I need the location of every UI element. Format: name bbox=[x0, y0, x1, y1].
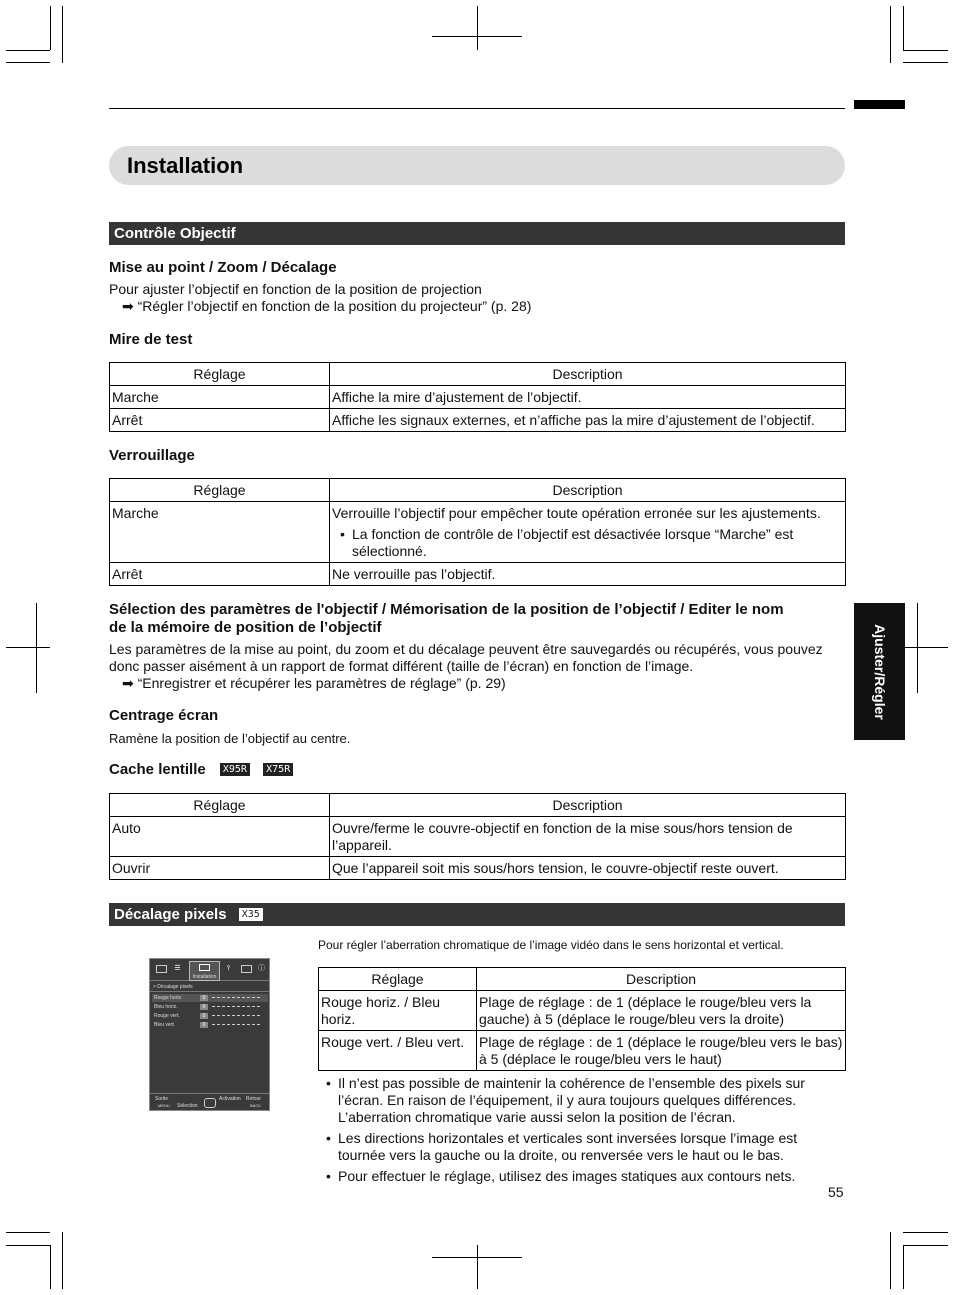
subheading-centering: Centrage écran bbox=[109, 707, 219, 724]
osd-row-label: Rouge horiz. bbox=[154, 995, 183, 1001]
table-row bbox=[110, 563, 846, 586]
setting-cell: Marche bbox=[110, 502, 330, 563]
bullet-text: Les directions horizontales et verticales sont inversées lorsque l’image est tournée vers la gauche ou la droite, ou renversée vers le haut ou le bas. bbox=[338, 1130, 798, 1163]
function-icon: ⫯ bbox=[226, 965, 231, 972]
bullet-icon: • bbox=[326, 1130, 331, 1146]
osd-row-value: 0 bbox=[200, 1004, 208, 1010]
setting-cell: Marche bbox=[110, 386, 330, 409]
monitor-icon bbox=[199, 964, 210, 971]
osd-row bbox=[152, 1021, 268, 1029]
setting-cell: Ouvrir bbox=[110, 857, 330, 880]
header-block bbox=[854, 100, 905, 109]
bullet-icon: • bbox=[340, 526, 345, 542]
bullet-note bbox=[332, 526, 843, 560]
chapter-title: Installation bbox=[127, 153, 244, 178]
setting-cell: Auto bbox=[110, 817, 330, 857]
osd-footer bbox=[150, 1093, 269, 1110]
osd-back-key: BACK bbox=[250, 1103, 261, 1108]
osd-row bbox=[152, 994, 268, 1002]
heading-line: de la mémoire de position de l’objectif bbox=[109, 619, 382, 636]
description-cell: Plage de réglage : de 1 (déplace le rouge/bleu vers la gauche) à 5 (déplace le rouge/bleu vers la droite) bbox=[477, 991, 846, 1031]
column-header: Réglage bbox=[110, 479, 330, 502]
bullet-icon: • bbox=[326, 1075, 331, 1091]
text-line: donc passer aisément à un rapport de format différent (taille de l’écran) en fonction de l’image. bbox=[109, 658, 694, 674]
centering-text: Ramène la position de l’objectif au centre. bbox=[109, 731, 351, 746]
bullet-text: La fonction de contrôle de l’objectif est désactivée lorsque “Marche” est sélectionné. bbox=[352, 526, 794, 559]
osd-row bbox=[152, 1003, 268, 1011]
section-title: Décalage pixels bbox=[114, 906, 227, 923]
text-line: Les paramètres de la mise au point, du zoom et du décalage peuvent être sauvegardés ou récupérés, vous pouvez bbox=[109, 641, 823, 657]
column-header: Description bbox=[477, 968, 846, 991]
osd-row-label: Rouge vert. bbox=[154, 1013, 180, 1019]
lens-cover-table bbox=[109, 793, 846, 880]
column-header: Description bbox=[330, 479, 846, 502]
osd-tab-bar bbox=[150, 959, 269, 981]
section-header-lens-control bbox=[109, 222, 845, 245]
test-pattern-table bbox=[109, 362, 846, 432]
header-rule bbox=[109, 108, 845, 109]
lens-memory-text bbox=[109, 641, 823, 675]
bullet-text: Il n’est pas possible de maintenir la cohérence de l’ensemble des pixels sur l’écran. En raison de l’équipement, il y aura toujours quelques différences. L’aberration chromatique varie aussi selon la position de l’écran. bbox=[338, 1075, 805, 1125]
table-row bbox=[110, 502, 846, 563]
model-badge: X75R bbox=[263, 763, 293, 776]
subheading-lock: Verrouillage bbox=[109, 447, 195, 464]
heading-line: Sélection des paramètres de l'objectif / Mémorisation de la position de l’objectif / Editer le nom bbox=[109, 601, 784, 618]
osd-slider bbox=[212, 997, 260, 999]
dpad-icon bbox=[204, 1098, 216, 1108]
description-cell: Ouvre/ferme le couvre-objectif en fonction de la mise sous/hors tension de l’appareil. bbox=[330, 817, 846, 857]
osd-activate-label: Activation bbox=[219, 1096, 241, 1102]
column-header: Description bbox=[330, 363, 846, 386]
info-icon: ⓘ bbox=[258, 965, 265, 972]
settings-icon: ☰ bbox=[174, 965, 181, 972]
bullet-note bbox=[318, 1130, 846, 1164]
description-cell: Que l’appareil soit mis sous/hors tension, le couvre-objectif reste ouvert. bbox=[330, 857, 846, 880]
osd-row-value: 0 bbox=[200, 1022, 208, 1028]
osd-slider bbox=[212, 1015, 260, 1017]
osd-row bbox=[152, 1012, 268, 1020]
osd-select-label: Sélection bbox=[177, 1103, 198, 1109]
model-badge: X95R bbox=[220, 763, 250, 776]
pixel-shift-notes bbox=[318, 1075, 846, 1185]
osd-row-value: 0 bbox=[200, 1013, 208, 1019]
table-row bbox=[319, 1031, 846, 1071]
heading-text: Cache lentille bbox=[109, 761, 206, 778]
lock-table bbox=[109, 478, 846, 586]
bullet-note bbox=[318, 1075, 846, 1126]
description-text: Verrouille l’objectif pour empêcher toute opération erronée sur les ajustements. bbox=[332, 505, 821, 521]
osd-menu-key: MENU bbox=[158, 1103, 170, 1108]
side-tab bbox=[854, 603, 905, 740]
lens-memory-reference: ➡ “Enregistrer et récupérer les paramètres de réglage” (p. 29) bbox=[122, 675, 506, 691]
pixel-shift-table bbox=[318, 967, 846, 1071]
description-cell: Affiche les signaux externes, et n’affiche pas la mire d’ajustement de l’objectif. bbox=[330, 409, 846, 432]
focus-text: Pour ajuster l’objectif en fonction de la position de projection bbox=[109, 281, 482, 297]
picture-icon bbox=[156, 965, 167, 973]
description-cell: Ne verrouille pas l’objectif. bbox=[330, 563, 846, 586]
display-icon bbox=[241, 965, 252, 973]
side-tab-label: Ajuster/Régler bbox=[871, 623, 888, 720]
osd-exit-label: Sortie bbox=[155, 1096, 169, 1102]
setting-cell: Rouge vert. / Bleu vert. bbox=[319, 1031, 477, 1071]
description-cell bbox=[330, 502, 846, 563]
osd-slider bbox=[212, 1006, 260, 1008]
page-number: 55 bbox=[828, 1184, 844, 1200]
osd-row-value: 0 bbox=[200, 995, 208, 1001]
setting-cell: Rouge horiz. / Bleu horiz. bbox=[319, 991, 477, 1031]
bullet-text: Pour effectuer le réglage, utilisez des images statiques aux contours nets. bbox=[338, 1168, 796, 1184]
osd-divider bbox=[150, 991, 269, 992]
osd-menu-screenshot bbox=[149, 958, 270, 1111]
model-badge: X35 bbox=[239, 908, 263, 921]
pixel-shift-intro: Pour régler l’aberration chromatique de l’image vidéo dans le sens horizontal et vertical. bbox=[318, 938, 784, 952]
section-header-pixel-shift bbox=[109, 903, 845, 926]
description-cell: Plage de réglage : de 1 (déplace le rouge/bleu vers le bas) à 5 (déplace le rouge/bleu vers le haut) bbox=[477, 1031, 846, 1071]
bullet-icon: • bbox=[326, 1168, 331, 1184]
osd-row-label: Bleu horiz. bbox=[154, 1004, 178, 1010]
chapter-header bbox=[109, 146, 845, 185]
osd-back-label: Retour bbox=[246, 1096, 262, 1102]
column-header: Réglage bbox=[110, 794, 330, 817]
section-title: Contrôle Objectif bbox=[114, 225, 236, 242]
table-row bbox=[110, 817, 846, 857]
osd-tab-label: Installation bbox=[192, 974, 217, 980]
column-header: Description bbox=[330, 794, 846, 817]
setting-cell: Arrêt bbox=[110, 409, 330, 432]
osd-row-label: Bleu vert. bbox=[154, 1022, 176, 1028]
subheading-lens-cover bbox=[109, 761, 293, 778]
setting-cell: Arrêt bbox=[110, 563, 330, 586]
column-header: Réglage bbox=[319, 968, 477, 991]
osd-tab-installation bbox=[189, 961, 220, 981]
focus-reference: ➡ “Régler l’objectif en fonction de la position du projecteur” (p. 28) bbox=[122, 298, 532, 314]
osd-breadcrumb: > Décalage pixels bbox=[153, 984, 193, 990]
section-title-wrap bbox=[114, 906, 263, 923]
table-row bbox=[110, 386, 846, 409]
bullet-note bbox=[318, 1168, 846, 1185]
subheading-focus: Mise au point / Zoom / Décalage bbox=[109, 259, 337, 276]
osd-slider bbox=[212, 1024, 260, 1026]
subheading-lens-memory bbox=[109, 601, 784, 637]
subheading-test-pattern: Mire de test bbox=[109, 331, 193, 348]
table-row bbox=[319, 991, 846, 1031]
description-cell: Affiche la mire d’ajustement de l’objectif. bbox=[330, 386, 846, 409]
table-row bbox=[110, 857, 846, 880]
column-header: Réglage bbox=[110, 363, 330, 386]
table-row bbox=[110, 409, 846, 432]
